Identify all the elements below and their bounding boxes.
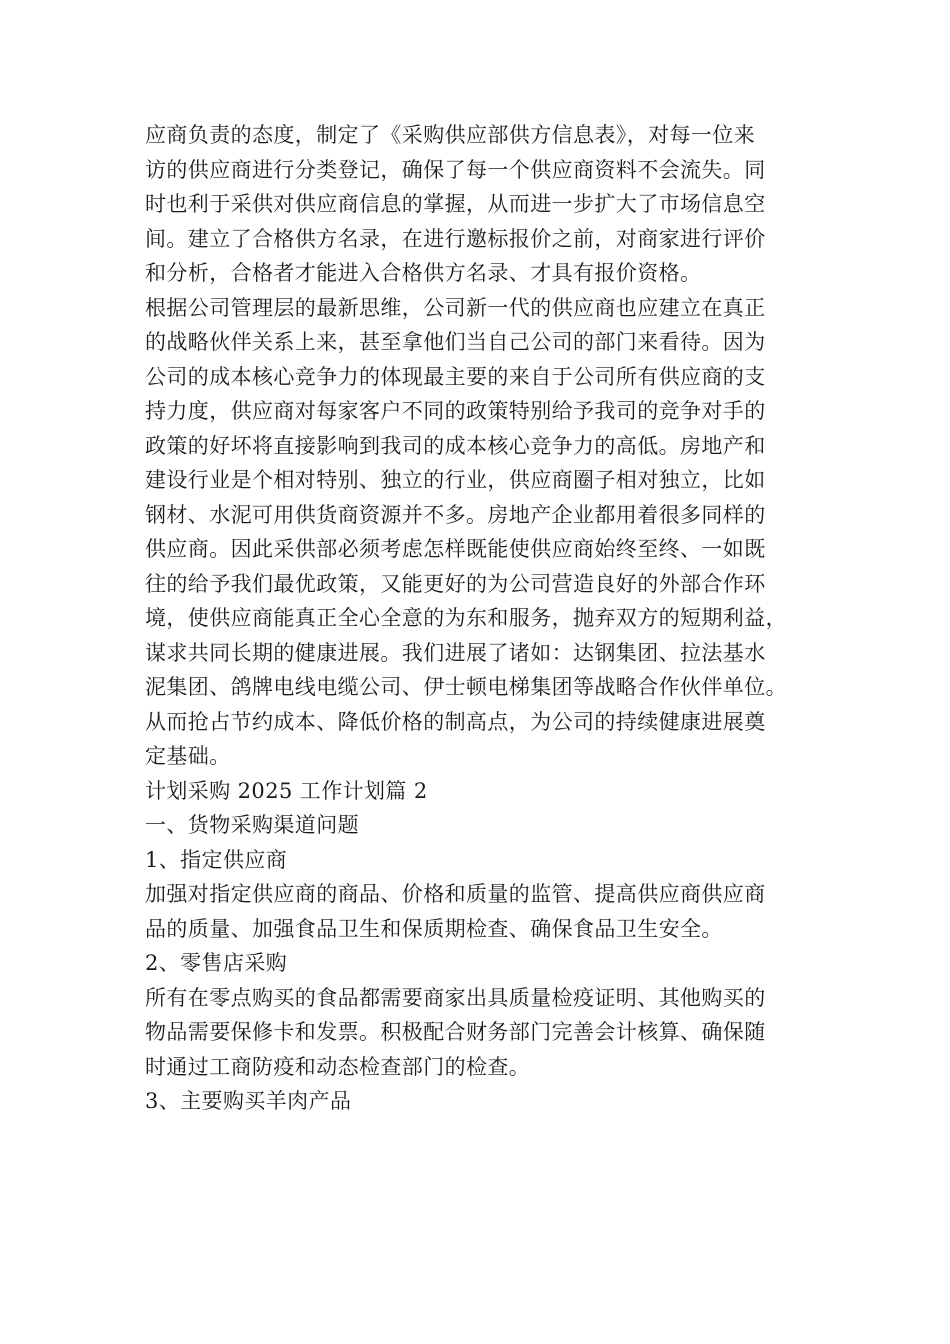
text-line: 境，使供应商能真正全心全意的为东和服务，抛弃双方的短期利益， — [145, 606, 787, 630]
text-line: 访的供应商进行分类登记，确保了每一个供应商资料不会流失。同 — [145, 157, 766, 182]
text-line: 钢材、水泥可用供货商资源并不多。房地产企业都用着很多同样的 — [145, 502, 766, 527]
text-line: 物品需要保修卡和发票。积极配合财务部门完善会计核算、确保随 — [145, 1020, 766, 1044]
text-line: 往的给予我们最优政策，又能更好的为公司营造良好的外部合作环 — [145, 571, 766, 596]
paragraph-retail-purchase — [145, 981, 825, 1085]
text-line: 政策的好坏将直接影响到我司的成本核心竞争力的高低。房地产和 — [145, 433, 766, 458]
paragraph-supplier-registration — [145, 118, 825, 291]
text-line: 供应商。因此采供部必须考虑怎样既能使供应商始终至终、一如既 — [145, 537, 766, 561]
document-body — [145, 118, 825, 1119]
text-line: 建设行业是个相对特别、独立的行业，供应商圈子相对独立，比如 — [145, 468, 766, 492]
text-line: 的战略伙伴关系上来，甚至拿他们当自己公司的部门来看待。因为 — [145, 330, 766, 354]
text-line: 品的质量、加强食品卫生和保质期检查、确保食品卫生安全。 — [145, 916, 723, 941]
subsection-heading: 1、指定供应商 — [145, 847, 288, 872]
text-line: 所有在零点购买的食品都需要商家出具质量检疫证明、其他购买的 — [145, 985, 766, 1010]
text-line: 时通过工商防疫和动态检查部门的检查。 — [145, 1054, 531, 1079]
text-line: 时也利于采供对供应商信息的掌握，从而进一步扩大了市场信息空 — [145, 192, 766, 216]
text-line: 和分析，合格者才能进入合格供方名录、才具有报价资格。 — [145, 261, 702, 285]
paragraph-strategic-partners — [145, 291, 825, 774]
text-line: 应商负责的态度，制定了《采购供应部供方信息表》，对每一位来 — [145, 123, 756, 147]
text-line: 间。建立了合格供方名录，在进行邀标报价之前，对商家进行评价 — [145, 226, 766, 251]
text-line: 持力度，供应商对每家客户不同的政策特别给予我司的竞争对手的 — [145, 399, 766, 423]
section-title: 计划采购 2025 工作计划篇 2 — [145, 778, 428, 803]
text-line: 公司的成本核心竞争力的体现最主要的来自于公司所有供应商的支 — [145, 364, 766, 389]
paragraph-designated-suppliers — [145, 877, 825, 946]
section-heading: 一、货物采购渠道问题 — [145, 813, 359, 837]
text-line: 谋求共同长期的健康进展。我们进展了诸如：达钢集团、拉法基水 — [145, 640, 766, 665]
text-line: 加强对指定供应商的商品、价格和质量的监管、提高供应商供应商 — [145, 882, 766, 906]
text-line: 泥集团、鸽牌电线电缆公司、伊士顿电梯集团等战略合作伙伴单位。 — [145, 675, 787, 699]
text-line: 从而抢占节约成本、降低价格的制高点，为公司的持续健康进展奠 — [145, 709, 766, 734]
text-line: 定基础。 — [145, 744, 231, 768]
subsection-heading: 2、零售店采购 — [145, 951, 288, 975]
text-line: 根据公司管理层的最新思维，公司新一代的供应商也应建立在真正 — [145, 295, 766, 320]
subsection-heading: 3、主要购买羊肉产品 — [145, 1089, 352, 1113]
